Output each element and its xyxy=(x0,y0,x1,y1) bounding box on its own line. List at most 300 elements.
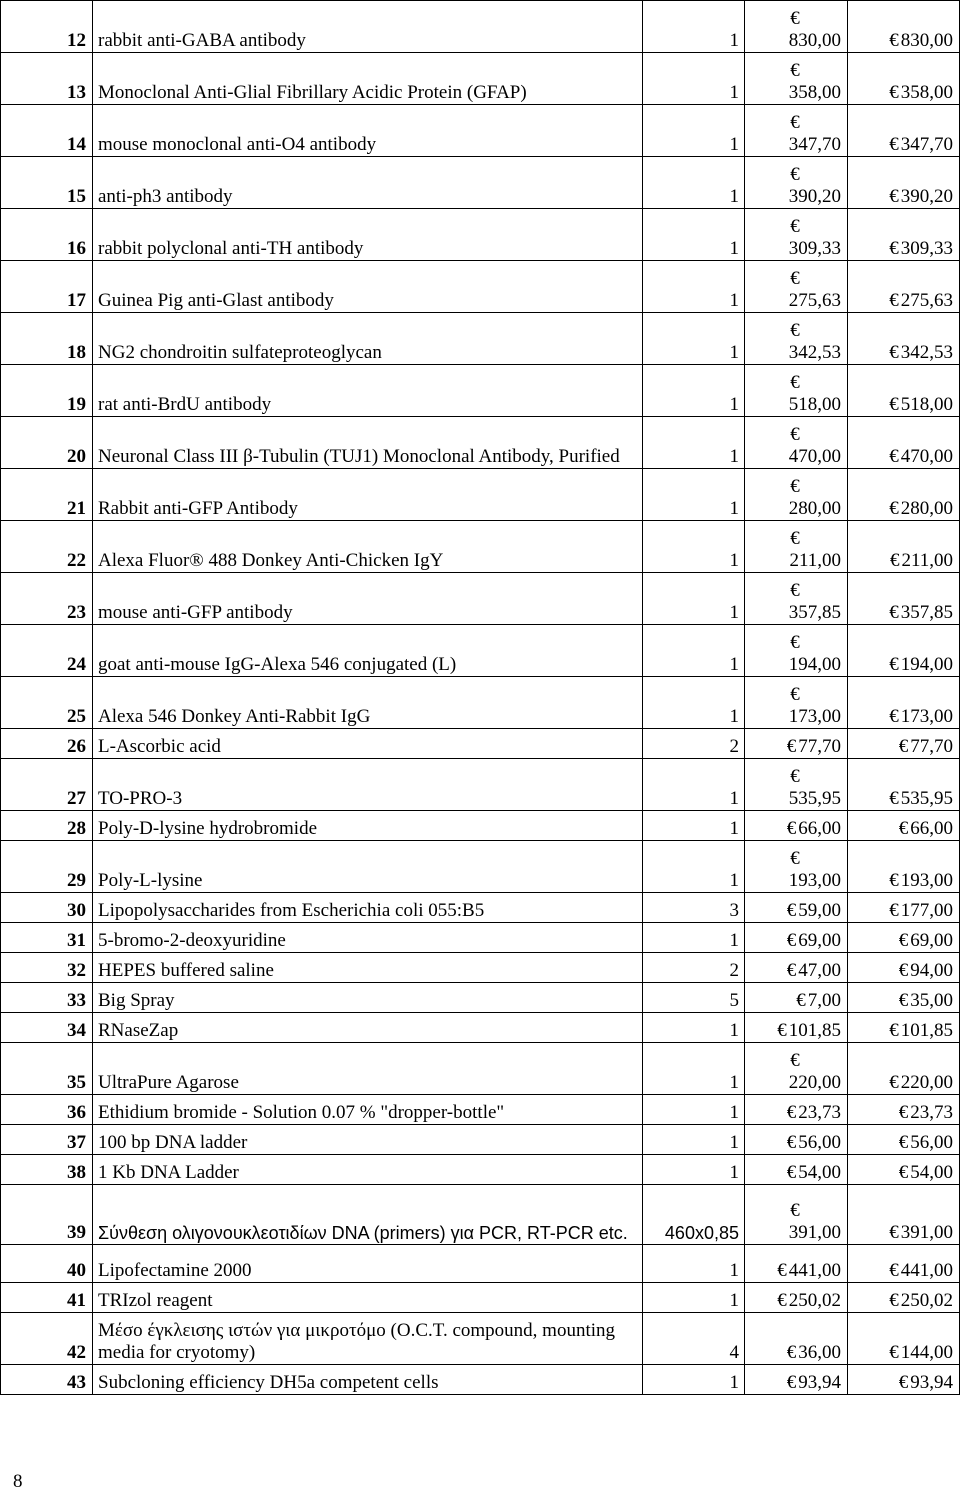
currency-symbol: € xyxy=(790,766,800,787)
item-description: goat anti-mouse IgG-Alexa 546 conjugated (L) xyxy=(93,625,643,677)
table-row xyxy=(1,1125,960,1155)
line-total xyxy=(848,417,960,469)
item-number: 19 xyxy=(1,365,93,417)
unit-price-value: 69,00 xyxy=(798,930,841,951)
table-row xyxy=(1,417,960,469)
line-total-value: 391,00 xyxy=(900,1222,953,1243)
unit-price xyxy=(745,1283,848,1313)
item-description: Poly-D-lysine hydrobromide xyxy=(93,811,643,841)
table-row xyxy=(1,923,960,953)
line-total xyxy=(848,1,960,53)
item-number: 16 xyxy=(1,209,93,261)
line-total xyxy=(848,53,960,105)
item-number: 42 xyxy=(1,1313,93,1365)
currency-symbol: € xyxy=(889,1290,899,1311)
item-number: 18 xyxy=(1,313,93,365)
unit-price xyxy=(745,811,848,841)
line-total xyxy=(848,1155,960,1185)
item-description: mouse anti-GFP antibody xyxy=(93,573,643,625)
line-total-value: 390,20 xyxy=(900,186,953,207)
line-total xyxy=(848,893,960,923)
item-description: 100 bp DNA ladder xyxy=(93,1125,643,1155)
item-description: Neuronal Class III β-Tubulin (TUJ1) Monoclonal Antibody, Purified xyxy=(93,417,643,469)
table-row xyxy=(1,811,960,841)
line-total xyxy=(848,841,960,893)
item-quantity: 1 xyxy=(643,573,745,625)
item-quantity: 1 xyxy=(643,1095,745,1125)
unit-price xyxy=(745,1313,848,1365)
item-description: Guinea Pig anti-Glast antibody xyxy=(93,261,643,313)
table-row xyxy=(1,1313,960,1365)
item-description: Lipofectamine 2000 xyxy=(93,1245,643,1283)
currency-symbol: € xyxy=(790,580,800,601)
currency-symbol: € xyxy=(790,528,800,549)
item-number: 17 xyxy=(1,261,93,313)
item-number: 29 xyxy=(1,841,93,893)
currency-symbol: € xyxy=(786,736,797,757)
item-quantity: 1 xyxy=(643,1155,745,1185)
currency-symbol: € xyxy=(889,238,899,259)
currency-symbol: € xyxy=(777,1260,787,1281)
line-total-value: 23,73 xyxy=(910,1102,953,1123)
item-quantity: 1 xyxy=(643,1,745,53)
currency-symbol: € xyxy=(790,424,800,445)
line-total xyxy=(848,1095,960,1125)
item-description: Poly-L-lysine xyxy=(93,841,643,893)
currency-symbol: € xyxy=(777,1020,787,1041)
item-description: L-Ascorbic acid xyxy=(93,729,643,759)
item-quantity: 2 xyxy=(643,953,745,983)
table-row xyxy=(1,677,960,729)
unit-price-value: 830,00 xyxy=(788,30,841,51)
unit-price xyxy=(745,1365,848,1395)
currency-symbol: € xyxy=(790,684,800,705)
item-quantity: 5 xyxy=(643,983,745,1013)
unit-price-value: 77,70 xyxy=(798,736,841,757)
unit-price xyxy=(745,1125,848,1155)
unit-price xyxy=(745,313,848,365)
currency-symbol: € xyxy=(889,1222,899,1243)
line-total xyxy=(848,1043,960,1095)
unit-price-value: 56,00 xyxy=(798,1132,841,1153)
line-total-value: 347,70 xyxy=(900,134,953,155)
unit-price xyxy=(745,53,848,105)
currency-symbol: € xyxy=(786,1342,797,1363)
currency-symbol: € xyxy=(889,82,899,103)
unit-price-value: 280,00 xyxy=(788,498,841,519)
currency-symbol: € xyxy=(790,848,800,869)
currency-symbol: € xyxy=(889,788,899,809)
currency-symbol: € xyxy=(889,602,899,623)
line-total xyxy=(848,1365,960,1395)
item-quantity: 2 xyxy=(643,729,745,759)
line-total-value: 309,33 xyxy=(900,238,953,259)
unit-price-value: 66,00 xyxy=(798,818,841,839)
table-row xyxy=(1,1245,960,1283)
line-total-value: 35,00 xyxy=(910,990,953,1011)
item-description: anti-ph3 antibody xyxy=(93,157,643,209)
currency-symbol: € xyxy=(790,476,800,497)
item-description: Lipopolysaccharides from Escherichia coli 055:B5 xyxy=(93,893,643,923)
table-row xyxy=(1,573,960,625)
unit-price xyxy=(745,365,848,417)
currency-symbol: € xyxy=(786,900,797,921)
item-quantity: 1 xyxy=(643,841,745,893)
unit-price-value: 93,94 xyxy=(798,1372,841,1393)
item-number: 15 xyxy=(1,157,93,209)
item-description: Ethidium bromide - Solution 0.07 % "dropper-bottle" xyxy=(93,1095,643,1125)
item-number: 40 xyxy=(1,1245,93,1283)
line-total xyxy=(848,157,960,209)
unit-price xyxy=(745,521,848,573)
item-description: HEPES buffered saline xyxy=(93,953,643,983)
currency-symbol: € xyxy=(898,1102,909,1123)
unit-price-value: 309,33 xyxy=(788,238,841,259)
unit-price-value: 391,00 xyxy=(788,1222,841,1243)
line-total-value: 144,00 xyxy=(900,1342,953,1363)
line-total xyxy=(848,1185,960,1245)
currency-symbol: € xyxy=(889,870,899,891)
item-description: Rabbit anti-GFP Antibody xyxy=(93,469,643,521)
item-quantity: 1 xyxy=(643,365,745,417)
unit-price xyxy=(745,841,848,893)
line-total-value: 177,00 xyxy=(900,900,953,921)
unit-price-value: 173,00 xyxy=(788,706,841,727)
line-total-value: 54,00 xyxy=(910,1162,953,1183)
currency-symbol: € xyxy=(889,550,900,571)
unit-price-value: 470,00 xyxy=(788,446,841,467)
currency-symbol: € xyxy=(790,268,800,289)
currency-symbol: € xyxy=(889,706,899,727)
item-number: 41 xyxy=(1,1283,93,1313)
currency-symbol: € xyxy=(898,1162,909,1183)
currency-symbol: € xyxy=(889,186,899,207)
unit-price-value: 101,85 xyxy=(788,1020,841,1041)
item-number: 31 xyxy=(1,923,93,953)
item-quantity: 1 xyxy=(643,417,745,469)
unit-price-value: 54,00 xyxy=(798,1162,841,1183)
table-row xyxy=(1,313,960,365)
item-description: Alexa 546 Donkey Anti-Rabbit IgG xyxy=(93,677,643,729)
line-total-value: 194,00 xyxy=(900,654,953,675)
currency-symbol: € xyxy=(889,900,899,921)
item-quantity: 1 xyxy=(643,923,745,953)
unit-price xyxy=(745,209,848,261)
item-number: 37 xyxy=(1,1125,93,1155)
unit-price xyxy=(745,625,848,677)
item-description: Subcloning efficiency DH5a competent cells xyxy=(93,1365,643,1395)
item-number: 43 xyxy=(1,1365,93,1395)
currency-symbol: € xyxy=(796,990,806,1011)
line-total-value: 77,70 xyxy=(910,736,953,757)
table-row xyxy=(1,469,960,521)
table-row xyxy=(1,53,960,105)
currency-symbol: € xyxy=(898,930,909,951)
line-total xyxy=(848,953,960,983)
unit-price xyxy=(745,1185,848,1245)
unit-price xyxy=(745,1,848,53)
table-row xyxy=(1,1095,960,1125)
unit-price xyxy=(745,893,848,923)
table-row xyxy=(1,365,960,417)
item-number: 25 xyxy=(1,677,93,729)
line-total xyxy=(848,983,960,1013)
table-row xyxy=(1,983,960,1013)
item-description: Alexa Fluor® 488 Donkey Anti-Chicken IgY xyxy=(93,521,643,573)
unit-price-value: 347,70 xyxy=(788,134,841,155)
line-total-value: 275,63 xyxy=(900,290,953,311)
item-number: 30 xyxy=(1,893,93,923)
item-description: Big Spray xyxy=(93,983,643,1013)
currency-symbol: € xyxy=(889,498,899,519)
currency-symbol: € xyxy=(898,990,909,1011)
line-total-value: 211,00 xyxy=(901,550,953,571)
table-row xyxy=(1,1185,960,1245)
item-quantity: 3 xyxy=(643,893,745,923)
line-total-value: 830,00 xyxy=(900,30,953,51)
line-total xyxy=(848,209,960,261)
line-total-value: 358,00 xyxy=(900,82,953,103)
table-row xyxy=(1,1365,960,1395)
item-description: rat anti-BrdU antibody xyxy=(93,365,643,417)
item-number: 36 xyxy=(1,1095,93,1125)
currency-symbol: € xyxy=(777,1290,787,1311)
line-total xyxy=(848,105,960,157)
line-total xyxy=(848,313,960,365)
item-quantity: 1 xyxy=(643,811,745,841)
unit-price xyxy=(745,983,848,1013)
unit-price xyxy=(745,953,848,983)
unit-price xyxy=(745,1245,848,1283)
currency-symbol: € xyxy=(898,1372,909,1393)
unit-price-value: 250,02 xyxy=(788,1290,841,1311)
unit-price xyxy=(745,759,848,811)
table-row xyxy=(1,1043,960,1095)
line-total xyxy=(848,1313,960,1365)
line-total xyxy=(848,923,960,953)
unit-price-value: 194,00 xyxy=(788,654,841,675)
line-total xyxy=(848,261,960,313)
item-number: 35 xyxy=(1,1043,93,1095)
currency-symbol: € xyxy=(786,818,797,839)
item-number: 33 xyxy=(1,983,93,1013)
item-number: 34 xyxy=(1,1013,93,1043)
currency-symbol: € xyxy=(786,930,797,951)
line-total xyxy=(848,1283,960,1313)
item-quantity: 1 xyxy=(643,157,745,209)
table-row xyxy=(1,759,960,811)
item-number: 39 xyxy=(1,1185,93,1245)
item-description: Μέσο έγκλεισης ιστών για μικροτόμο (O.C.T. compound, mounting media for cryotomy) xyxy=(93,1313,643,1365)
table-row xyxy=(1,893,960,923)
line-total-value: 101,85 xyxy=(900,1020,953,1041)
unit-price xyxy=(745,923,848,953)
currency-symbol: € xyxy=(790,216,800,237)
item-quantity: 1 xyxy=(643,313,745,365)
line-total-value: 280,00 xyxy=(900,498,953,519)
item-quantity: 1 xyxy=(643,261,745,313)
line-total-value: 441,00 xyxy=(900,1260,953,1281)
line-total-value: 69,00 xyxy=(910,930,953,951)
item-number: 14 xyxy=(1,105,93,157)
currency-symbol: € xyxy=(790,164,800,185)
item-quantity: 1 xyxy=(643,521,745,573)
table-row xyxy=(1,1013,960,1043)
item-description: 5-bromo-2-deoxyuridine xyxy=(93,923,643,953)
unit-price xyxy=(745,417,848,469)
unit-price-value: 220,00 xyxy=(788,1072,841,1093)
currency-symbol: € xyxy=(790,1050,800,1071)
line-total-value: 470,00 xyxy=(900,446,953,467)
currency-symbol: € xyxy=(889,1260,899,1281)
item-description: TO-PRO-3 xyxy=(93,759,643,811)
line-total-value: 193,00 xyxy=(900,870,953,891)
item-description: UltraPure Agarose xyxy=(93,1043,643,1095)
item-quantity: 1 xyxy=(643,1283,745,1313)
table-row xyxy=(1,729,960,759)
currency-symbol: € xyxy=(889,30,899,51)
unit-price-value: 358,00 xyxy=(788,82,841,103)
line-total xyxy=(848,811,960,841)
line-total xyxy=(848,729,960,759)
table-row xyxy=(1,209,960,261)
unit-price-value: 59,00 xyxy=(798,900,841,921)
unit-price-value: 357,85 xyxy=(788,602,841,623)
unit-price xyxy=(745,105,848,157)
line-total-value: 94,00 xyxy=(910,960,953,981)
item-description: RNaseZap xyxy=(93,1013,643,1043)
currency-symbol: € xyxy=(790,632,800,653)
line-total-value: 56,00 xyxy=(910,1132,953,1153)
item-quantity: 1 xyxy=(643,1125,745,1155)
item-description: rabbit polyclonal anti-TH antibody xyxy=(93,209,643,261)
item-quantity: 1 xyxy=(643,1365,745,1395)
currency-symbol: € xyxy=(790,320,800,341)
unit-price-value: 7,00 xyxy=(807,990,841,1011)
unit-price-value: 535,95 xyxy=(788,788,841,809)
line-total-value: 357,85 xyxy=(900,602,953,623)
table-row xyxy=(1,1155,960,1185)
unit-price-value: 36,00 xyxy=(798,1342,841,1363)
line-total-value: 173,00 xyxy=(900,706,953,727)
item-description: Σύνθεση ολιγονουκλεοτιδίων DNA (primers) για PCR, RT-PCR etc. xyxy=(93,1185,643,1245)
item-number: 12 xyxy=(1,1,93,53)
item-number: 13 xyxy=(1,53,93,105)
currency-symbol: € xyxy=(786,1162,797,1183)
table-row xyxy=(1,953,960,983)
item-quantity: 1 xyxy=(643,53,745,105)
currency-symbol: € xyxy=(898,960,909,981)
currency-symbol: € xyxy=(889,1342,899,1363)
line-total xyxy=(848,625,960,677)
item-description: rabbit anti-GABA antibody xyxy=(93,1,643,53)
item-number: 20 xyxy=(1,417,93,469)
item-description: 1 Kb DNA Ladder xyxy=(93,1155,643,1185)
unit-price xyxy=(745,1095,848,1125)
line-total xyxy=(848,1013,960,1043)
item-number: 26 xyxy=(1,729,93,759)
currency-symbol: € xyxy=(889,134,899,155)
item-quantity: 1 xyxy=(643,677,745,729)
item-quantity: 1 xyxy=(643,1043,745,1095)
unit-price-value: 211,00 xyxy=(789,550,841,571)
currency-symbol: € xyxy=(889,1072,899,1093)
item-number: 24 xyxy=(1,625,93,677)
currency-symbol: € xyxy=(790,8,800,29)
item-description: Monoclonal Anti-Glial Fibrillary Acidic Protein (GFAP) xyxy=(93,53,643,105)
unit-price-value: 441,00 xyxy=(788,1260,841,1281)
item-quantity: 1 xyxy=(643,1245,745,1283)
line-total xyxy=(848,1245,960,1283)
currency-symbol: € xyxy=(790,112,800,133)
unit-price-value: 342,53 xyxy=(788,342,841,363)
currency-symbol: € xyxy=(889,394,899,415)
unit-price xyxy=(745,157,848,209)
unit-price-value: 193,00 xyxy=(788,870,841,891)
item-quantity: 1 xyxy=(643,759,745,811)
line-total xyxy=(848,365,960,417)
unit-price xyxy=(745,729,848,759)
unit-price xyxy=(745,261,848,313)
item-description: mouse monoclonal anti-O4 antibody xyxy=(93,105,643,157)
table-body xyxy=(1,1,960,1395)
unit-price-value: 47,00 xyxy=(798,960,841,981)
item-quantity: 460x0,85 xyxy=(643,1185,745,1245)
item-quantity: 1 xyxy=(643,209,745,261)
unit-price xyxy=(745,573,848,625)
table-row xyxy=(1,841,960,893)
item-description: TRIzol reagent xyxy=(93,1283,643,1313)
item-quantity: 4 xyxy=(643,1313,745,1365)
item-quantity: 1 xyxy=(643,1013,745,1043)
item-description: NG2 chondroitin sulfateproteoglycan xyxy=(93,313,643,365)
item-quantity: 1 xyxy=(643,625,745,677)
currency-symbol: € xyxy=(898,1132,909,1153)
line-total xyxy=(848,759,960,811)
line-total-value: 342,53 xyxy=(900,342,953,363)
table-row xyxy=(1,1,960,53)
line-total-value: 250,02 xyxy=(900,1290,953,1311)
unit-price-value: 275,63 xyxy=(788,290,841,311)
item-quantity: 1 xyxy=(643,469,745,521)
table-row xyxy=(1,625,960,677)
item-number: 23 xyxy=(1,573,93,625)
line-total-value: 66,00 xyxy=(910,818,953,839)
line-total-value: 518,00 xyxy=(900,394,953,415)
unit-price xyxy=(745,677,848,729)
currency-symbol: € xyxy=(786,960,797,981)
item-number: 32 xyxy=(1,953,93,983)
item-number: 28 xyxy=(1,811,93,841)
currency-symbol: € xyxy=(898,736,909,757)
unit-price xyxy=(745,1013,848,1043)
currency-symbol: € xyxy=(889,342,899,363)
table-row xyxy=(1,1283,960,1313)
table-row xyxy=(1,261,960,313)
currency-symbol: € xyxy=(889,654,899,675)
currency-symbol: € xyxy=(889,446,899,467)
currency-symbol: € xyxy=(889,290,899,311)
unit-price-value: 23,73 xyxy=(798,1102,841,1123)
item-number: 27 xyxy=(1,759,93,811)
table-row xyxy=(1,157,960,209)
currency-symbol: € xyxy=(790,60,800,81)
unit-price xyxy=(745,1043,848,1095)
unit-price-value: 518,00 xyxy=(788,394,841,415)
currency-symbol: € xyxy=(790,372,800,393)
table-row xyxy=(1,105,960,157)
currency-symbol: € xyxy=(786,1372,797,1393)
